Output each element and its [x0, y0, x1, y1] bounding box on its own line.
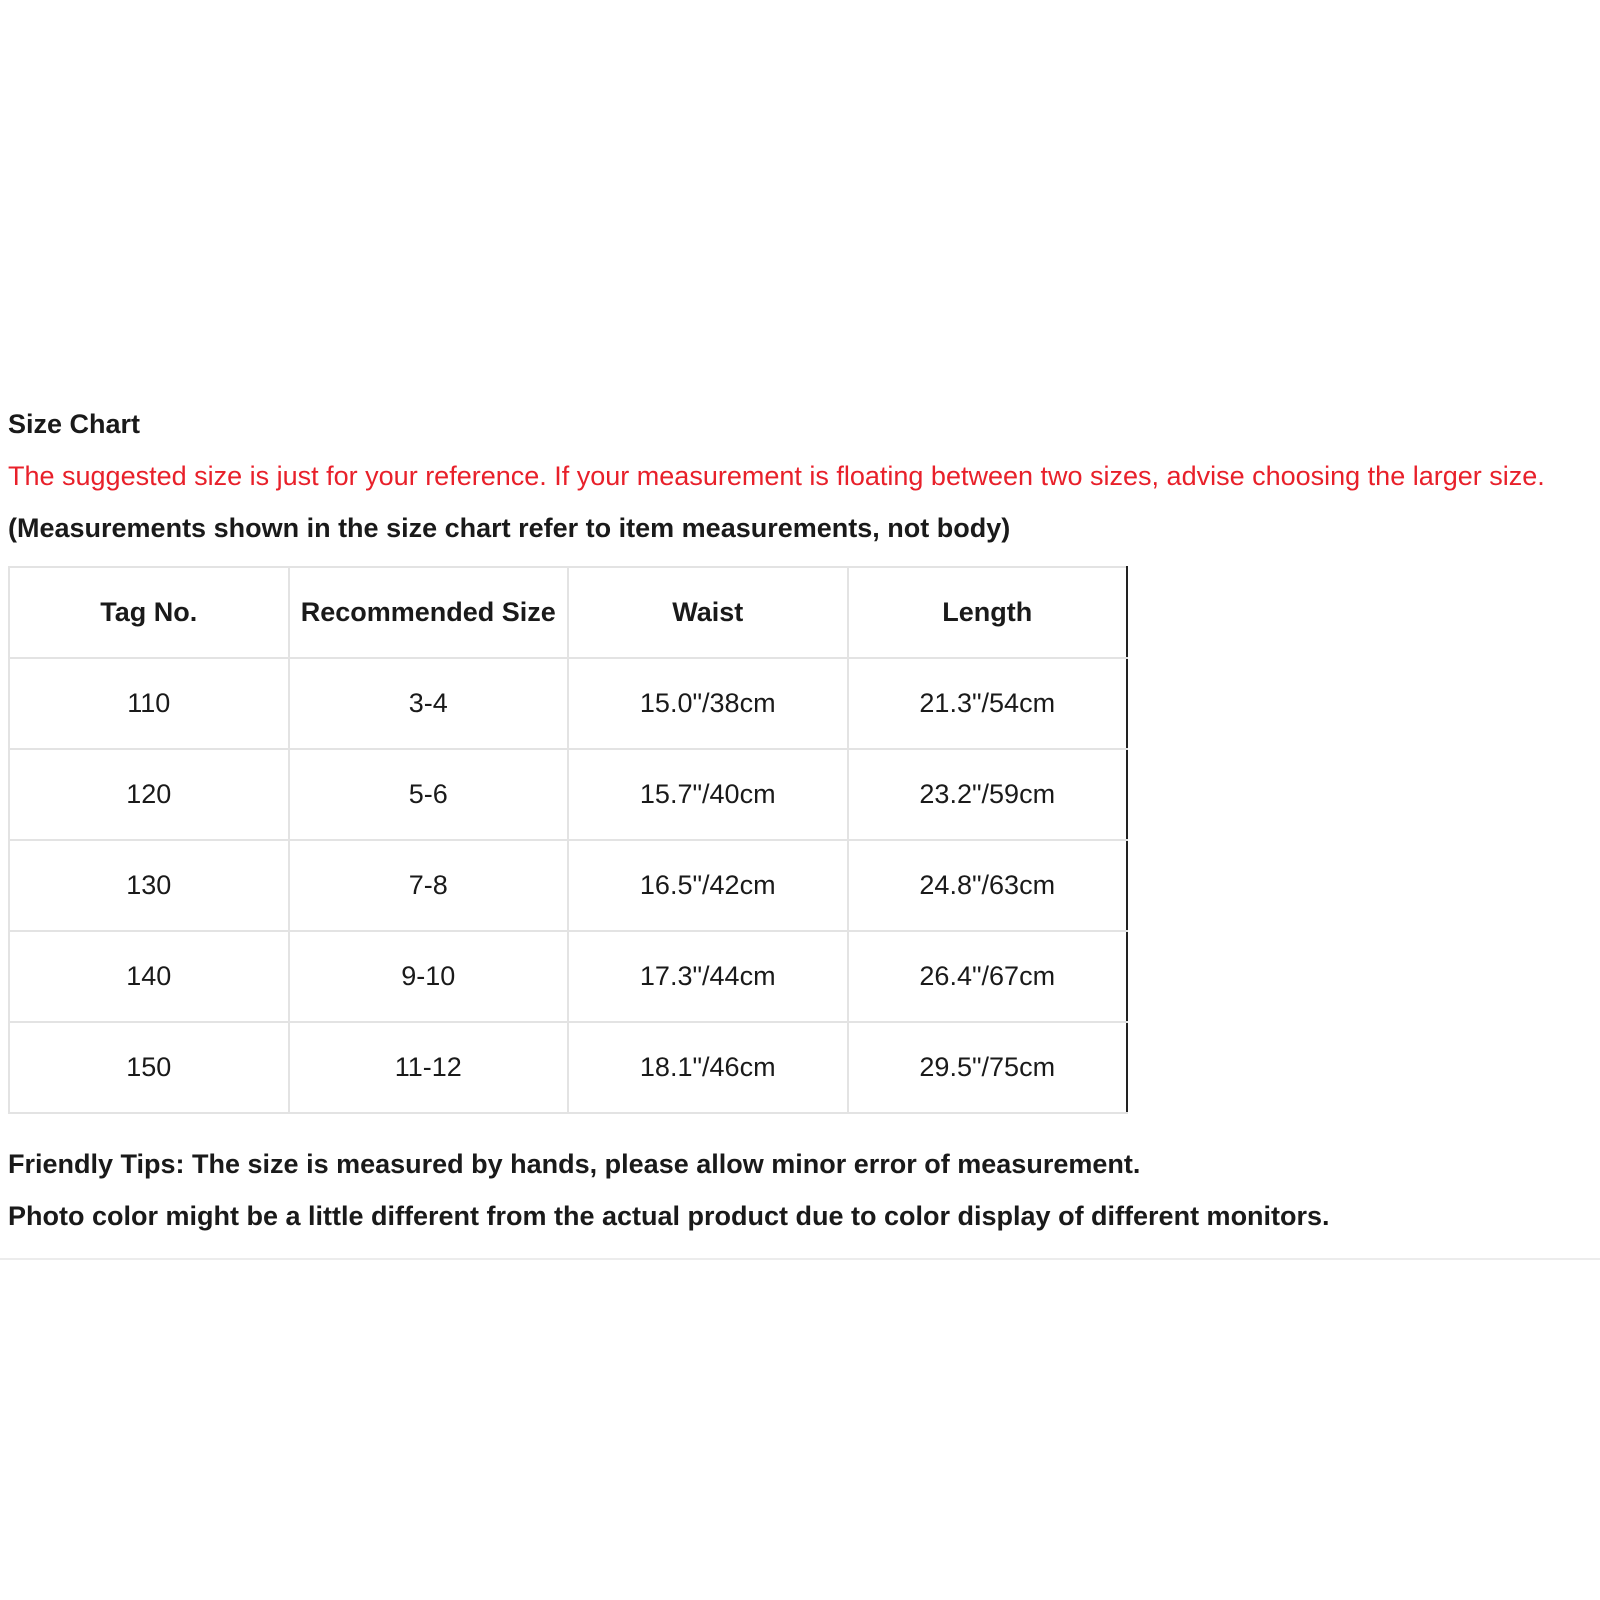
- waist-cell: 17.3"/44cm: [568, 931, 848, 1022]
- recommended-size-cell: 11-12: [289, 1022, 569, 1113]
- column-header-tag-no: Tag No.: [9, 567, 289, 658]
- waist-cell: 15.7"/40cm: [568, 749, 848, 840]
- waist-cell: 18.1"/46cm: [568, 1022, 848, 1113]
- length-cell: 23.2"/59cm: [848, 749, 1128, 840]
- tag-no-cell: 150: [9, 1022, 289, 1113]
- tag-no-cell: 110: [9, 658, 289, 749]
- tip-measurement-error: Friendly Tips: The size is measured by hands, please allow minor error of measurement.: [8, 1149, 1141, 1179]
- recommended-size-cell: 3-4: [289, 658, 569, 749]
- length-cell: 26.4"/67cm: [848, 931, 1128, 1022]
- page-title: Size Chart: [8, 409, 141, 439]
- table-row: [9, 749, 1127, 840]
- column-header-waist: Waist: [568, 567, 848, 658]
- divider: [0, 1258, 1600, 1260]
- column-header-length: Length: [848, 567, 1128, 658]
- recommended-size-cell: 5-6: [289, 749, 569, 840]
- column-header-recommended-size: Recommended Size: [289, 567, 569, 658]
- tag-no-cell: 130: [9, 840, 289, 931]
- tag-no-cell: 120: [9, 749, 289, 840]
- recommended-size-cell: 9-10: [289, 931, 569, 1022]
- table-header-row: [9, 567, 1127, 658]
- table-row: [9, 840, 1127, 931]
- table-row: [9, 658, 1127, 749]
- friendly-tips: [8, 1138, 1588, 1242]
- recommended-size-cell: 7-8: [289, 840, 569, 931]
- size-notice: The suggested size is just for your reference. If your measurement is floating between two sizes, advise choosing the larger size.: [8, 461, 1545, 491]
- tip-photo-color: Photo color might be a little different from the actual product due to color display of different monitors.: [8, 1201, 1330, 1231]
- length-cell: 29.5"/75cm: [848, 1022, 1128, 1113]
- tag-no-cell: 140: [9, 931, 289, 1022]
- waist-cell: 16.5"/42cm: [568, 840, 848, 931]
- size-chart-section: [8, 398, 1588, 1242]
- waist-cell: 15.0"/38cm: [568, 658, 848, 749]
- measurement-note: (Measurements shown in the size chart refer to item measurements, not body): [8, 513, 1011, 543]
- length-cell: 21.3"/54cm: [848, 658, 1128, 749]
- table-row: [9, 1022, 1127, 1113]
- length-cell: 24.8"/63cm: [848, 840, 1128, 931]
- table-row: [9, 931, 1127, 1022]
- size-table: [8, 566, 1128, 1114]
